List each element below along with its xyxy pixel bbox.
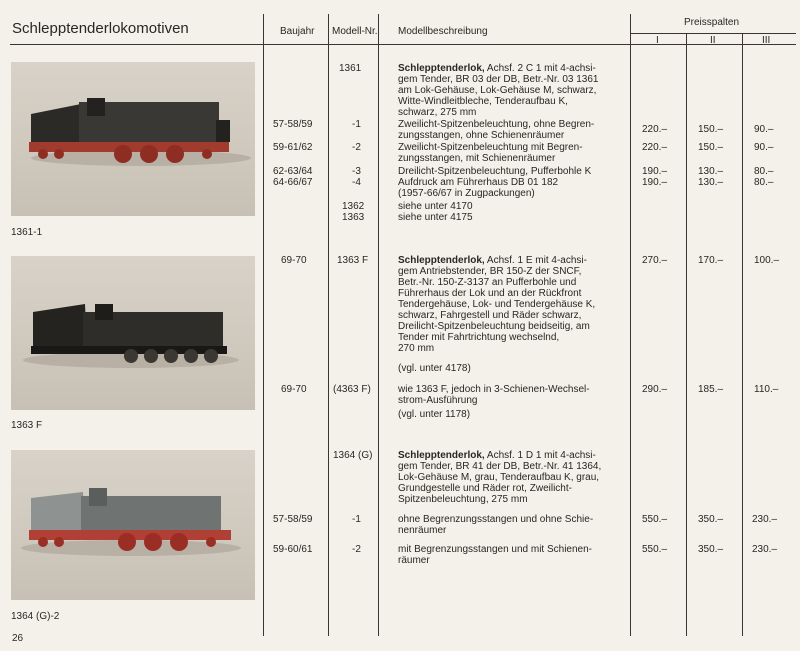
page-title: Schlepptenderlokomotiven <box>12 20 189 37</box>
column-divider <box>630 14 631 636</box>
description-line: gem Tender, BR 03 der DB, Betr.-Nr. 03 1361 <box>398 74 599 85</box>
locomotive-image <box>11 62 255 216</box>
header-price-ii: II <box>710 35 716 46</box>
description-line: (vgl. unter 4178) <box>398 363 471 374</box>
price-ii: 350.– <box>698 514 724 525</box>
model-variant: -4 <box>352 177 361 188</box>
description-line: (1957-66/67 in Zugpackungen) <box>398 188 535 199</box>
column-divider <box>328 14 329 636</box>
locomotive-photo-1 <box>11 62 255 216</box>
price-ii: 130.– <box>698 166 724 177</box>
model-number: (4363 F) <box>333 384 371 395</box>
reference-model: 1362 <box>342 201 365 212</box>
model-description-heading <box>398 255 587 267</box>
header-beschreibung: Modellbeschreibung <box>398 26 488 37</box>
description-line: gem Antriebstender, BR 150-Z der SNCF, <box>398 266 582 277</box>
price-i: 190.– <box>642 166 668 177</box>
description-line: schwarz, Fahrgestell und Räder schwarz, <box>398 310 582 321</box>
model-number: 1363 F <box>337 255 369 266</box>
description-line: (vgl. unter 1178) <box>398 409 471 420</box>
description-line: zungsstangen, mit Schienenräumer <box>398 153 556 164</box>
model-description-heading <box>398 450 596 462</box>
description-line: Führerhaus der Lok und an der Rückfront <box>398 288 582 299</box>
baujahr: 59-61/62 <box>273 142 313 153</box>
description-line: gem Tender, BR 41 der DB, Betr.-Nr. 41 1364, <box>398 461 602 472</box>
header-baujahr: Baujahr <box>280 26 315 37</box>
model-variant: -3 <box>352 166 361 177</box>
column-divider <box>263 14 264 636</box>
price-ii: 350.– <box>698 544 724 555</box>
photo-caption-2: 1363 F <box>11 420 43 431</box>
column-divider <box>378 14 379 636</box>
description-line: Tender mit Fahrtrichtung wechselnd, <box>398 332 560 343</box>
price-header-rule <box>630 33 796 34</box>
baujahr: 57-58/59 <box>273 119 313 130</box>
price-ii: 130.– <box>698 177 724 188</box>
price-iii: 80.– <box>754 166 774 177</box>
description-line: wie 1363 F, jedoch in 3-Schienen-Wechsel- <box>398 384 590 395</box>
locomotive-photo-2 <box>11 256 255 410</box>
price-ii: 150.– <box>698 124 724 135</box>
page-number: 26 <box>12 633 24 644</box>
baujahr: 69-70 <box>281 384 307 395</box>
model-number: 1364 (G) <box>333 450 373 461</box>
header-price-i: I <box>656 35 659 46</box>
description-line: mit Begrenzungsstangen und mit Schienen- <box>398 544 593 555</box>
description-line: räumer <box>398 555 430 566</box>
price-i: 290.– <box>642 384 668 395</box>
reference-text: siehe unter 4170 <box>398 201 473 212</box>
model-variant: -1 <box>352 119 361 130</box>
price-iii: 90.– <box>754 124 774 135</box>
description-bold: Schlepptenderlok, <box>398 255 485 266</box>
description-line: strom-Ausführung <box>398 395 478 406</box>
price-i: 270.– <box>642 255 668 266</box>
price-i: 550.– <box>642 544 668 555</box>
price-iii: 230.– <box>752 514 778 525</box>
description-bold: Schlepptenderlok, <box>398 450 485 461</box>
column-divider <box>742 34 743 636</box>
baujahr: 62-63/64 <box>273 166 313 177</box>
description-line: Witte-Windleitbleche, Tenderaufbau K, <box>398 96 568 107</box>
price-iii: 80.– <box>754 177 774 188</box>
price-iii: 230.– <box>752 544 778 555</box>
description-line: Betr.-Nr. 150-Z-3137 an Pufferbohle und <box>398 277 577 288</box>
description-bold: Schlepptenderlok, <box>398 63 485 74</box>
description-line: Tendergehäuse, Lok- und Tendergehäuse K, <box>398 299 596 310</box>
description-line: Spitzenbeleuchtung, 275 mm <box>398 494 528 505</box>
baujahr: 64-66/67 <box>273 177 313 188</box>
column-divider <box>686 34 687 636</box>
description-line: Dreilicht-Spitzenbeleuchtung beidseitig, am <box>398 321 590 332</box>
photo-caption-3: 1364 (G)-2 <box>11 611 60 622</box>
model-variant: -2 <box>352 544 361 555</box>
price-i: 190.– <box>642 177 668 188</box>
price-ii: 150.– <box>698 142 724 153</box>
description-line: 270 mm <box>398 343 435 354</box>
description-line: Grundgestelle und Räder rot, Zweilicht- <box>398 483 572 494</box>
description-line: am Lok-Gehäuse, Lok-Gehäuse M, schwarz, <box>398 85 597 96</box>
model-description-heading <box>398 63 596 75</box>
description-line: Zweilicht-Spitzenbeleuchtung, ohne Begren- <box>398 119 595 130</box>
description-text: Achsf. 1 E mit 4-achsi- <box>484 255 587 266</box>
price-i: 550.– <box>642 514 668 525</box>
price-i: 220.– <box>642 142 668 153</box>
model-variant: -2 <box>352 142 361 153</box>
price-ii: 170.– <box>698 255 724 266</box>
baujahr: 69-70 <box>281 255 307 266</box>
header-preis: Preisspalten <box>684 17 740 28</box>
description-text: Achsf. 2 C 1 mit 4-achsi- <box>484 63 596 74</box>
price-ii: 185.– <box>698 384 724 395</box>
description-line: Aufdruck am Führerhaus DB 01 182 <box>398 177 559 188</box>
description-text: Achsf. 1 D 1 mit 4-achsi- <box>484 450 596 461</box>
description-line: Dreilicht-Spitzenbeleuchtung, Pufferbohle K <box>398 166 592 177</box>
locomotive-photo-3 <box>11 450 255 600</box>
description-line: Lok-Gehäuse M, grau, Tenderaufbau K, grau, <box>398 472 600 483</box>
price-iii: 90.– <box>754 142 774 153</box>
photo-caption-1: 1361-1 <box>11 227 43 238</box>
reference-model: 1363 <box>342 212 365 223</box>
header-price-iii: III <box>762 35 771 46</box>
model-variant: -1 <box>352 514 361 525</box>
locomotive-image <box>11 450 255 600</box>
price-i: 220.– <box>642 124 668 135</box>
description-line: nenräumer <box>398 525 447 536</box>
description-line: ohne Begrenzungsstangen und ohne Schie- <box>398 514 594 525</box>
description-line: schwarz, 275 mm <box>398 107 477 118</box>
reference-text: siehe unter 4175 <box>398 212 473 223</box>
description-line: Zweilicht-Spitzenbeleuchtung mit Begren- <box>398 142 583 153</box>
price-iii: 100.– <box>754 255 780 266</box>
header-modell: Modell-Nr. <box>332 26 378 37</box>
description-line: zungsstangen, ohne Schienenräumer <box>398 130 565 141</box>
price-iii: 110.– <box>754 384 779 395</box>
baujahr: 57-58/59 <box>273 514 313 525</box>
model-number: 1361 <box>339 63 362 74</box>
header-rule <box>10 44 796 45</box>
locomotive-image <box>11 256 255 410</box>
baujahr: 59-60/61 <box>273 544 313 555</box>
